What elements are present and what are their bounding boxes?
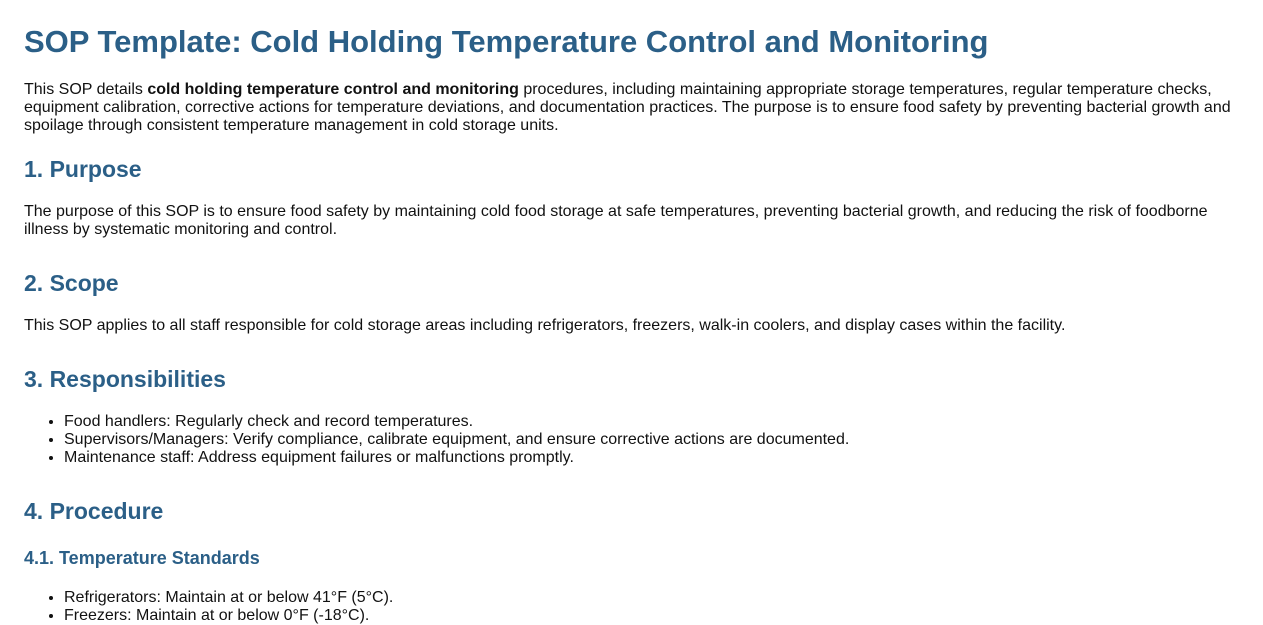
- scope-heading: 2. Scope: [24, 270, 119, 296]
- page-title: SOP Template: Cold Holding Temperature Control and Monitoring: [24, 24, 989, 59]
- responsibilities-heading: 3. Responsibilities: [24, 366, 226, 392]
- purpose-text: The purpose of this SOP is to ensure food safety by maintaining cold food storage at safe temperatures, preventing bacterial growth, and reducing the risk of foodborne illness by systematic monitoring and control.: [24, 203, 1208, 238]
- intro-text-bold: cold holding temperature control and monitoring: [147, 81, 519, 98]
- temperature-standards-heading: 4.1. Temperature Standards: [24, 548, 260, 568]
- procedure-heading: 4. Procedure: [24, 498, 164, 524]
- list-item: • Supervisors/Managers: Verify compliance, calibrate equipment, and ensure corrective actions are documented.: [64, 431, 1239, 449]
- purpose-heading: 1. Purpose: [24, 156, 142, 182]
- list-item: • Food handlers: Regularly check and record temperatures.: [64, 413, 1239, 431]
- temperature-standards-list: [24, 589, 1239, 625]
- intro-paragraph: [24, 81, 1239, 135]
- responsibilities-list: [24, 413, 1239, 467]
- document: [24, 0, 1239, 625]
- list-item: • Maintenance staff: Address equipment failures or malfunctions promptly.: [64, 449, 1239, 467]
- intro-text-before: This SOP details: [24, 81, 148, 98]
- scope-text: This SOP applies to all staff responsible for cold storage areas including refrigerators, freezers, walk-in coolers, and display cases within the facility.: [24, 317, 1066, 334]
- list-item: • Freezers: Maintain at or below 0°F (-18°C).: [64, 607, 1239, 625]
- intro-text-after: procedures, including maintaining appropriate storage temperatures, regular temperature checks, equipment calibration, corrective actions for temperature deviations, and documentation practices. The purpose is to ensure food safety by preventing bacterial growth and spoilage through consistent temperature management in cold storage units.: [24, 81, 1231, 134]
- list-item: • Refrigerators: Maintain at or below 41°F (5°C).: [64, 589, 1239, 607]
